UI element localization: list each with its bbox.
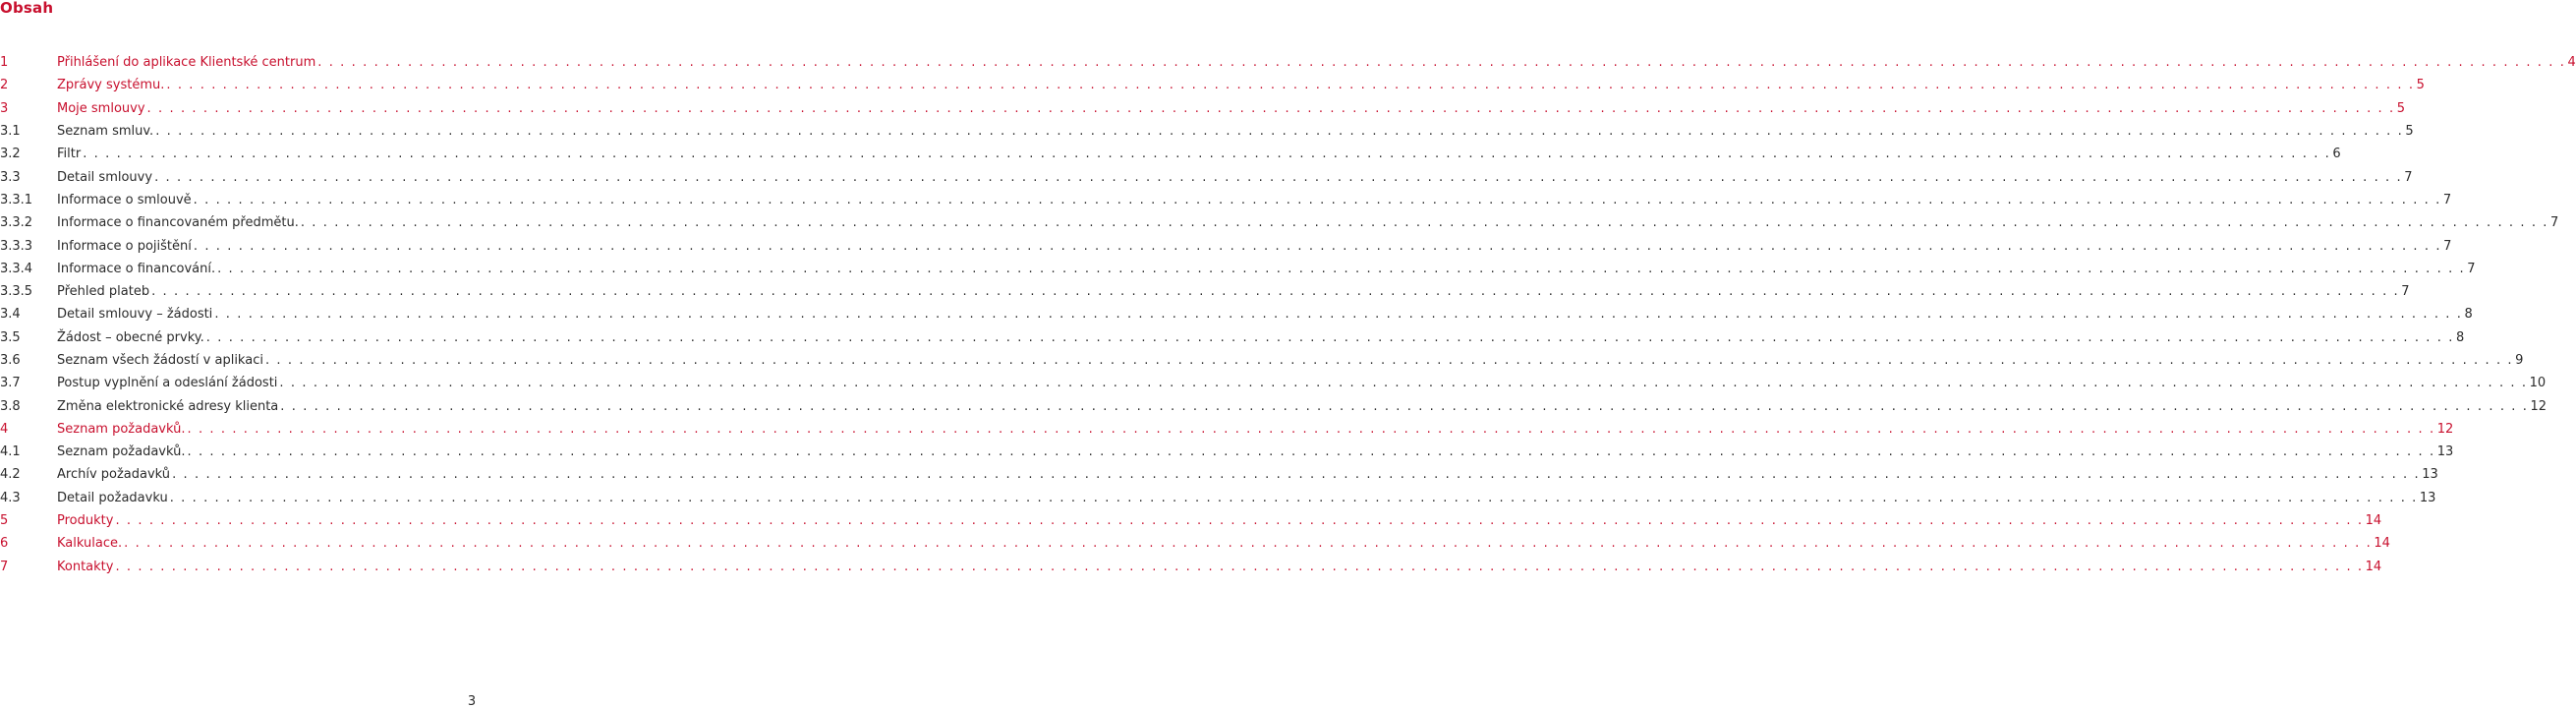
toc-entry-label[interactable]: Přehled plateb bbox=[57, 284, 150, 300]
toc-entry-label[interactable]: Moje smlouvy bbox=[57, 100, 145, 116]
toc-entry[interactable] bbox=[0, 326, 2465, 349]
toc-entry-number: 3.5 bbox=[0, 329, 21, 345]
toc-entry-label[interactable]: Kalkulace. bbox=[57, 536, 123, 552]
toc-dot-leader: . . . . . . . . . . . . . . . . . . . . . . . . . . . . . . . . . . . . . . . . . . . . . . . . . . . . . . . . . . . . . . . . . . . . . . . . . . . . . . . . . . . . . . . . . . . . . . . . . . . . . . . . . . . . . . . . . . . . . . . . . . . . . . . . . . . . . . . . . . . . . . . . . . . . . . . . . . . . . . . . . . . . . . . . . . . . . . . . . . . . . . . . . . . . . . . . . . . . . . . . bbox=[154, 169, 2403, 185]
toc-entry-label[interactable]: Detail požadavku bbox=[57, 490, 168, 505]
toc-entry-label[interactable]: Informace o financování. bbox=[57, 261, 216, 276]
toc-entry-page[interactable]: 5 bbox=[2416, 78, 2425, 93]
toc-entry[interactable] bbox=[0, 556, 2382, 578]
toc-entry-page[interactable]: 12 bbox=[2436, 421, 2454, 437]
toc-entry-number: 4 bbox=[0, 421, 9, 437]
toc-entry-page[interactable]: 13 bbox=[2419, 490, 2436, 505]
toc-entry-number: 1 bbox=[0, 55, 9, 71]
toc-entry[interactable] bbox=[0, 74, 2425, 96]
toc-dot-leader: . . . . . . . . . . . . . . . . . . . . . . . . . . . . . . . . . . . . . . . . . . . . . . . . . . . . . . . . . . . . . . . . . . . . . . . . . . . . . . . . . . . . . . . . . . . . . . . . . . . . . . . . . . . . . . . . . . . . . . . . . . . . . . . . . . . . . . . . . . . . . . . . . . . . . . . . . . . . . . . . . . . . . . . . . . . . . . . . . . . . . . . . . . . . . . . . . . . . . . . . bbox=[280, 398, 2529, 414]
toc-entry[interactable] bbox=[0, 418, 2454, 441]
toc-entry-label[interactable]: Postup vyplnění a odeslání žádosti bbox=[57, 376, 278, 391]
toc-entry-number: 3.3.3 bbox=[0, 238, 33, 254]
toc-entry-page[interactable]: 7 bbox=[2550, 215, 2559, 231]
toc-entry-page[interactable]: 5 bbox=[2405, 124, 2414, 140]
toc-dot-leader: . . . . . . . . . . . . . . . . . . . . . . . . . . . . . . . . . . . . . . . . . . . . . . . . . . . . . . . . . . . . . . . . . . . . . . . . . . . . . . . . . . . . . . . . . . . . . . . . . . . . . . . . . . . . . . . . . . . . . . . . . . . . . . . . . . . . . . . . . . . . . . . . . . . . . . . . . . . . . . . . . . . . . . . . . . . . . . . . . . . . . . . . . . . . . . . . . . . . . . . . bbox=[169, 490, 2418, 505]
toc-entry[interactable] bbox=[0, 211, 2559, 234]
toc-entry-page[interactable]: 5 bbox=[2396, 100, 2406, 116]
toc-entry-label[interactable]: Informace o pojištění bbox=[57, 238, 192, 254]
page-number: 3 bbox=[467, 694, 477, 709]
toc-dot-leader: . . . . . . . . . . . . . . . . . . . . . . . . . . . . . . . . . . . . . . . . . . . . . . . . . . . . . . . . . . . . . . . . . . . . . . . . . . . . . . . . . . . . . . . . . . . . . . . . . . . . . . . . . . . . . . . . . . . . . . . . . . . . . . . . . . . . . . . . . . . . . . . . . . . . . . . . . . . . . . . . . . . . . . . . . . . . . . . . . . . . . . . . . . . . . . . . . . . . . . . . bbox=[155, 124, 2404, 140]
toc-entry-page[interactable]: 13 bbox=[2422, 467, 2438, 483]
toc-entry-page[interactable]: 14 bbox=[2365, 513, 2382, 529]
toc-entry-label[interactable]: Žádost – obecné prvky. bbox=[57, 329, 204, 345]
toc-entry-number: 3.6 bbox=[0, 353, 21, 368]
toc-entry-page[interactable]: 9 bbox=[2515, 353, 2524, 368]
toc-entry-label[interactable]: Přihlášení do aplikace Klientské centrum bbox=[57, 55, 316, 71]
toc-entry-label[interactable]: Seznam všech žádostí v aplikaci bbox=[57, 353, 263, 368]
toc-entry-page[interactable]: 14 bbox=[2365, 559, 2382, 574]
toc-entry[interactable] bbox=[0, 394, 2547, 417]
toc-entry[interactable] bbox=[0, 372, 2547, 394]
toc-entry-label[interactable]: Seznam požadavků. bbox=[57, 444, 186, 460]
toc-entry-number: 3.3.5 bbox=[0, 284, 33, 300]
toc-entry-label[interactable]: Filtr bbox=[57, 147, 82, 162]
toc-entry-label[interactable]: Informace o smlouvě bbox=[57, 192, 192, 207]
toc-dot-leader: . . . . . . . . . . . . . . . . . . . . . . . . . . . . . . . . . . . . . . . . . . . . . . . . . . . . . . . . . . . . . . . . . . . . . . . . . . . . . . . . . . . . . . . . . . . . . . . . . . . . . . . . . . . . . . . . . . . . . . . . . . . . . . . . . . . . . . . . . . . . . . . . . . . . . . . . . . . . . . . . . . . . . . . . . . . . . . . . . . . . . . . . . . . . . . . . . . . . . . . . bbox=[115, 513, 2364, 529]
toc-entry-number: 3.3.2 bbox=[0, 215, 33, 231]
toc-entry-page[interactable]: 8 bbox=[2464, 307, 2473, 323]
toc-entry-page[interactable]: 10 bbox=[2529, 376, 2547, 391]
table-of-contents bbox=[0, 51, 2576, 578]
toc-entry[interactable] bbox=[0, 234, 2452, 257]
toc-entry[interactable] bbox=[0, 463, 2438, 486]
toc-entry-number: 4.1 bbox=[0, 444, 21, 460]
toc-entry[interactable] bbox=[0, 509, 2382, 532]
toc-entry-label[interactable]: Změna elektronické adresy klienta bbox=[57, 398, 279, 414]
toc-entry[interactable] bbox=[0, 51, 2576, 74]
toc-entry-number: 3 bbox=[0, 100, 9, 116]
toc-entry-number: 6 bbox=[0, 536, 9, 552]
toc-entry-label[interactable]: Informace o financovaném předmětu. bbox=[57, 215, 299, 231]
toc-entry[interactable] bbox=[0, 189, 2452, 211]
toc-entry-label[interactable]: Produkty bbox=[57, 513, 114, 529]
page-title: Obsah bbox=[0, 0, 54, 17]
toc-entry[interactable] bbox=[0, 349, 2524, 372]
toc-dot-leader: . . . . . . . . . . . . . . . . . . . . . . . . . . . . . . . . . . . . . . . . . . . . . . . . . . . . . . . . . . . . . . . . . . . . . . . . . . . . . . . . . . . . . . . . . . . . . . . . . . . . . . . . . . . . . . . . . . . . . . . . . . . . . . . . . . . . . . . . . . . . . . . . . . . . . . . . . . . . . . . . . . . . . . . . . . . . . . . . . . . . . . . . . . . . . . . . . . . . . . . . bbox=[151, 284, 2400, 300]
toc-entry-label[interactable]: Detail smlouvy bbox=[57, 169, 153, 185]
toc-entry-page[interactable]: 7 bbox=[2443, 238, 2452, 254]
toc-dot-leader: . . . . . . . . . . . . . . . . . . . . . . . . . . . . . . . . . . . . . . . . . . . . . . . . . . . . . . . . . . . . . . . . . . . . . . . . . . . . . . . . . . . . . . . . . . . . . . . . . . . . . . . . . . . . . . . . . . . . . . . . . . . . . . . . . . . . . . . . . . . . . . . . . . . . . . . . . . . . . . . . . . . . . . . . . . . . . . . . . . . . . . . . . . . . . . . . . . . . . . . . bbox=[83, 147, 2331, 162]
toc-entry-label[interactable]: Detail smlouvy – žádosti bbox=[57, 307, 213, 323]
toc-entry-number: 3.8 bbox=[0, 398, 21, 414]
toc-dot-leader: . . . . . . . . . . . . . . . . . . . . . . . . . . . . . . . . . . . . . . . . . . . . . . . . . . . . . . . . . . . . . . . . . . . . . . . . . . . . . . . . . . . . . . . . . . . . . . . . . . . . . . . . . . . . . . . . . . . . . . . . . . . . . . . . . . . . . . . . . . . . . . . . . . . . . . . . . . . . . . . . . . . . . . . . . . . . . . . . . . . . . . . . . . . . . . . . . . . . . . . . bbox=[146, 100, 2395, 116]
toc-dot-leader: . . . . . . . . . . . . . . . . . . . . . . . . . . . . . . . . . . . . . . . . . . . . . . . . . . . . . . . . . . . . . . . . . . . . . . . . . . . . . . . . . . . . . . . . . . . . . . . . . . . . . . . . . . . . . . . . . . . . . . . . . . . . . . . . . . . . . . . . . . . . . . . . . . . . . . . . . . . . . . . . . . . . . . . . . . . . . . . . . . . . . . . . . . . . . . . . . . . . . . . . bbox=[264, 353, 2514, 368]
toc-dot-leader: . . . . . . . . . . . . . . . . . . . . . . . . . . . . . . . . . . . . . . . . . . . . . . . . . . . . . . . . . . . . . . . . . . . . . . . . . . . . . . . . . . . . . . . . . . . . . . . . . . . . . . . . . . . . . . . . . . . . . . . . . . . . . . . . . . . . . . . . . . . . . . . . . . . . . . . . . . . . . . . . . . . . . . . . . . . . . . . . . . . . . . . . . . . . . . . . . . . . . . . . bbox=[193, 238, 2442, 254]
toc-entry[interactable] bbox=[0, 97, 2406, 120]
toc-entry[interactable] bbox=[0, 258, 2476, 280]
toc-entry-number: 3.3.4 bbox=[0, 261, 33, 276]
toc-dot-leader: . . . . . . . . . . . . . . . . . . . . . . . . . . . . . . . . . . . . . . . . . . . . . . . . . . . . . . . . . . . . . . . . . . . . . . . . . . . . . . . . . . . . . . . . . . . . . . . . . . . . . . . . . . . . . . . . . . . . . . . . . . . . . . . . . . . . . . . . . . . . . . . . . . . . . . . . . . . . . . . . . . . . . . . . . . . . . . . . . . . . . . . . . . . . . . . . . . . . . . . . bbox=[166, 78, 2415, 93]
toc-entry[interactable] bbox=[0, 165, 2413, 188]
toc-dot-leader: . . . . . . . . . . . . . . . . . . . . . . . . . . . . . . . . . . . . . . . . . . . . . . . . . . . . . . . . . . . . . . . . . . . . . . . . . . . . . . . . . . . . . . . . . . . . . . . . . . . . . . . . . . . . . . . . . . . . . . . . . . . . . . . . . . . . . . . . . . . . . . . . . . . . . . . . . . . . . . . . . . . . . . . . . . . . . . . . . . . . . . . . . . . . . . . . . . . . . . . . bbox=[217, 261, 2466, 276]
toc-entry-page[interactable]: 14 bbox=[2374, 536, 2390, 552]
toc-entry-number: 3.7 bbox=[0, 376, 21, 391]
toc-entry-page[interactable]: 7 bbox=[2467, 261, 2476, 276]
toc-entry-number: 4.2 bbox=[0, 467, 21, 483]
toc-entry[interactable] bbox=[0, 441, 2454, 463]
toc-dot-leader: . . . . . . . . . . . . . . . . . . . . . . . . . . . . . . . . . . . . . . . . . . . . . . . . . . . . . . . . . . . . . . . . . . . . . . . . . . . . . . . . . . . . . . . . . . . . . . . . . . . . . . . . . . . . . . . . . . . . . . . . . . . . . . . . . . . . . . . . . . . . . . . . . . . . . . . . . . . . . . . . . . . . . . . . . . . . . . . . . . . . . . . . . . . . . . . . . . . . . . . . bbox=[187, 421, 2435, 437]
toc-entry-number: 3.1 bbox=[0, 124, 21, 140]
toc-entry-page[interactable]: 12 bbox=[2530, 398, 2547, 414]
toc-entry[interactable] bbox=[0, 487, 2436, 509]
toc-dot-leader: . . . . . . . . . . . . . . . . . . . . . . . . . . . . . . . . . . . . . . . . . . . . . . . . . . . . . . . . . . . . . . . . . . . . . . . . . . . . . . . . . . . . . . . . . . . . . . . . . . . . . . . . . . . . . . . . . . . . . . . . . . . . . . . . . . . . . . . . . . . . . . . . . . . . . . . . . . . . . . . . . . . . . . . . . . . . . . . . . . . . . . . . . . . . . . . . . . . . . . . . bbox=[187, 444, 2435, 460]
toc-entry-page[interactable]: 4 bbox=[2567, 55, 2576, 71]
toc-entry-label[interactable]: Seznam požadavků. bbox=[57, 421, 186, 437]
toc-entry[interactable] bbox=[0, 143, 2341, 165]
toc-dot-leader: . . . . . . . . . . . . . . . . . . . . . . . . . . . . . . . . . . . . . . . . . . . . . . . . . . . . . . . . . . . . . . . . . . . . . . . . . . . . . . . . . . . . . . . . . . . . . . . . . . . . . . . . . . . . . . . . . . . . . . . . . . . . . . . . . . . . . . . . . . . . . . . . . . . . . . . . . . . . . . . . . . . . . . . . . . . . . . . . . . . . . . . . . . . . . . . . . . . . . . . . bbox=[115, 559, 2364, 574]
toc-entry-number: 7 bbox=[0, 559, 9, 574]
toc-entry-page[interactable]: 7 bbox=[2404, 169, 2413, 185]
toc-entry-page[interactable]: 6 bbox=[2332, 147, 2341, 162]
toc-entry[interactable] bbox=[0, 303, 2473, 325]
toc-entry-page[interactable]: 7 bbox=[2442, 192, 2452, 207]
toc-entry-label[interactable]: Archív požadavků bbox=[57, 467, 171, 483]
toc-entry-number: 2 bbox=[0, 78, 9, 93]
toc-entry-number: 5 bbox=[0, 513, 9, 529]
toc-entry-number: 3.3 bbox=[0, 169, 21, 185]
toc-dot-leader: . . . . . . . . . . . . . . . . . . . . . . . . . . . . . . . . . . . . . . . . . . . . . . . . . . . . . . . . . . . . . . . . . . . . . . . . . . . . . . . . . . . . . . . . . . . . . . . . . . . . . . . . . . . . . . . . . . . . . . . . . . . . . . . . . . . . . . . . . . . . . . . . . . . . . . . . . . . . . . . . . . . . . . . . . . . . . . . . . . . . . . . . . . . . . . . . . . . . . . . . bbox=[205, 329, 2454, 345]
toc-entry[interactable] bbox=[0, 280, 2410, 303]
toc-entry-number: 4.3 bbox=[0, 490, 21, 505]
toc-entry-page[interactable]: 13 bbox=[2436, 444, 2454, 460]
toc-entry-page[interactable]: 8 bbox=[2455, 329, 2465, 345]
toc-entry-number: 3.4 bbox=[0, 307, 21, 323]
toc-entry-label[interactable]: Seznam smluv. bbox=[57, 124, 154, 140]
toc-dot-leader: . . . . . . . . . . . . . . . . . . . . . . . . . . . . . . . . . . . . . . . . . . . . . . . . . . . . . . . . . . . . . . . . . . . . . . . . . . . . . . . . . . . . . . . . . . . . . . . . . . . . . . . . . . . . . . . . . . . . . . . . . . . . . . . . . . . . . . . . . . . . . . . . . . . . . . . . . . . . . . . . . . . . . . . . . . . . . . . . . . . . . . . . . . . . . . . . . . . . . . . . bbox=[124, 536, 2373, 552]
toc-dot-leader: . . . . . . . . . . . . . . . . . . . . . . . . . . . . . . . . . . . . . . . . . . . . . . . . . . . . . . . . . . . . . . . . . . . . . . . . . . . . . . . . . . . . . . . . . . . . . . . . . . . . . . . . . . . . . . . . . . . . . . . . . . . . . . . . . . . . . . . . . . . . . . . . . . . . . . . . . . . . . . . . . . . . . . . . . . . . . . . . . . . . . . . . . . . . . . . . . . . . . . . . bbox=[279, 376, 2528, 391]
toc-entry-label[interactable]: Kontakty bbox=[57, 559, 114, 574]
toc-entry-number: 3.3.1 bbox=[0, 192, 33, 207]
toc-dot-leader: . . . . . . . . . . . . . . . . . . . . . . . . . . . . . . . . . . . . . . . . . . . . . . . . . . . . . . . . . . . . . . . . . . . . . . . . . . . . . . . . . . . . . . . . . . . . . . . . . . . . . . . . . . . . . . . . . . . . . . . . . . . . . . . . . . . . . . . . . . . . . . . . . . . . . . . . . . . . . . . . . . . . . . . . . . . . . . . . . . . . . . . . . . . . . . . . . . . . . . . . bbox=[300, 215, 2549, 231]
toc-entry[interactable] bbox=[0, 120, 2414, 143]
toc-dot-leader: . . . . . . . . . . . . . . . . . . . . . . . . . . . . . . . . . . . . . . . . . . . . . . . . . . . . . . . . . . . . . . . . . . . . . . . . . . . . . . . . . . . . . . . . . . . . . . . . . . . . . . . . . . . . . . . . . . . . . . . . . . . . . . . . . . . . . . . . . . . . . . . . . . . . . . . . . . . . . . . . . . . . . . . . . . . . . . . . . . . . . . . . . . . . . . . . . . . . . . . . bbox=[193, 192, 2441, 207]
toc-entry[interactable] bbox=[0, 532, 2390, 555]
toc-dot-leader: . . . . . . . . . . . . . . . . . . . . . . . . . . . . . . . . . . . . . . . . . . . . . . . . . . . . . . . . . . . . . . . . . . . . . . . . . . . . . . . . . . . . . . . . . . . . . . . . . . . . . . . . . . . . . . . . . . . . . . . . . . . . . . . . . . . . . . . . . . . . . . . . . . . . . . . . . . . . . . . . . . . . . . . . . . . . . . . . . . . . . . . . . . . . . . . . . . . . . . . . bbox=[214, 307, 2463, 323]
toc-dot-leader: . . . . . . . . . . . . . . . . . . . . . . . . . . . . . . . . . . . . . . . . . . . . . . . . . . . . . . . . . . . . . . . . . . . . . . . . . . . . . . . . . . . . . . . . . . . . . . . . . . . . . . . . . . . . . . . . . . . . . . . . . . . . . . . . . . . . . . . . . . . . . . . . . . . . . . . . . . . . . . . . . . . . . . . . . . . . . . . . . . . . . . . . . . . . . . . . . . . . . . . . bbox=[317, 55, 2566, 71]
toc-entry-label[interactable]: Zprávy systému. bbox=[57, 78, 165, 93]
toc-entry-page[interactable]: 7 bbox=[2401, 284, 2410, 300]
toc-dot-leader: . . . . . . . . . . . . . . . . . . . . . . . . . . . . . . . . . . . . . . . . . . . . . . . . . . . . . . . . . . . . . . . . . . . . . . . . . . . . . . . . . . . . . . . . . . . . . . . . . . . . . . . . . . . . . . . . . . . . . . . . . . . . . . . . . . . . . . . . . . . . . . . . . . . . . . . . . . . . . . . . . . . . . . . . . . . . . . . . . . . . . . . . . . . . . . . . . . . . . . . . bbox=[172, 467, 2421, 483]
toc-entry-number: 3.2 bbox=[0, 147, 21, 162]
